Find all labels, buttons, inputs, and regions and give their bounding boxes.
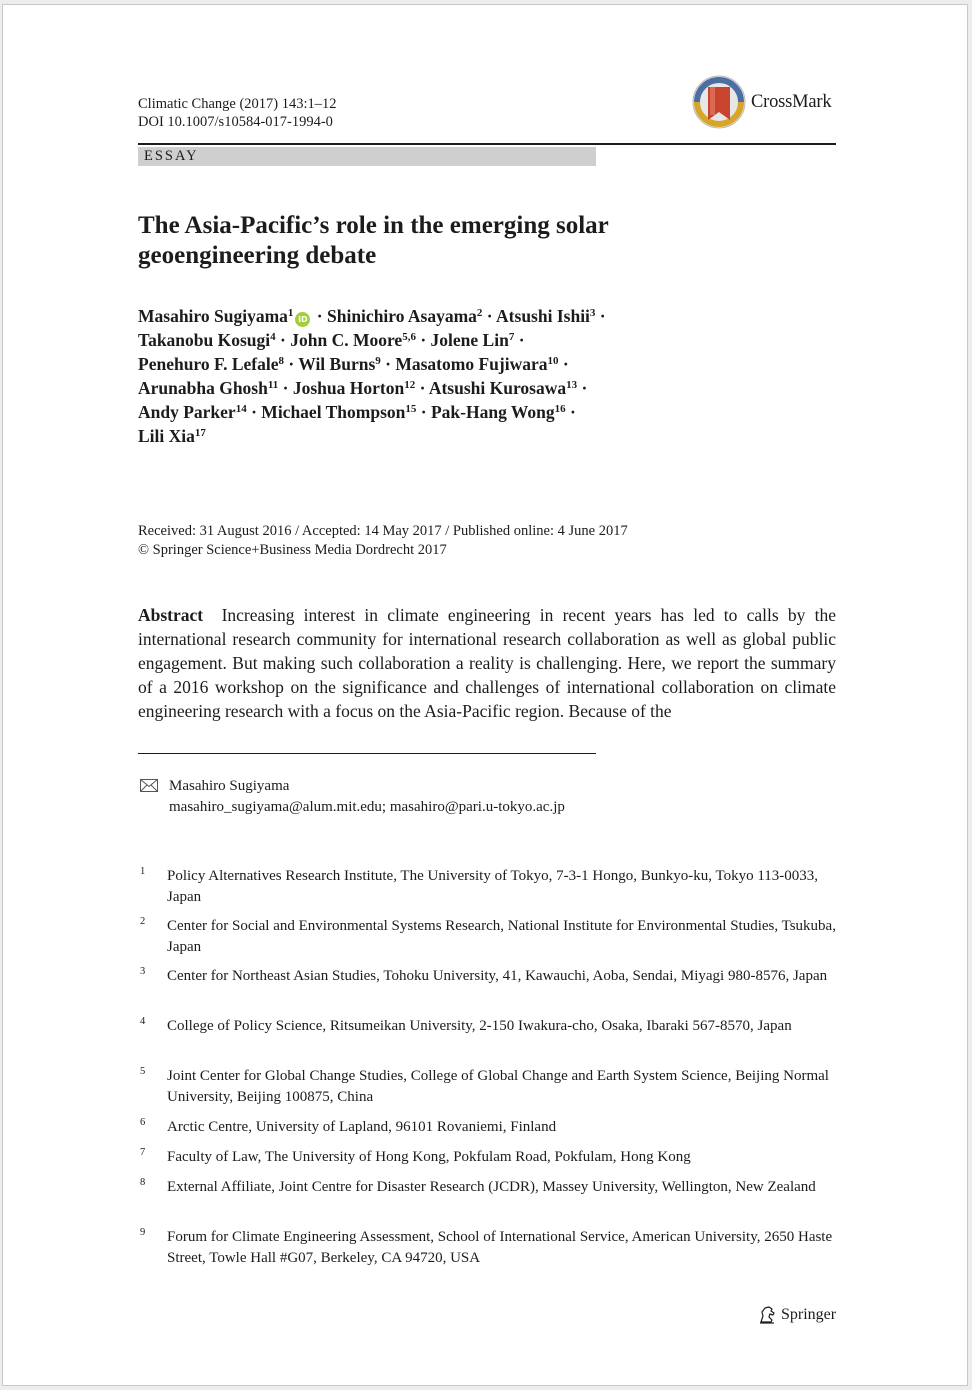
affiliation-number: 8 [140,1177,146,1188]
abstract [138,603,836,723]
title-line-1: The Asia-Pacific’s role in the emerging solar [138,212,609,239]
affiliation-number: 2 [140,916,146,927]
author-affil-ref: 3 [589,307,596,319]
corresponding-author: Masahiro Sugiyama [169,778,290,794]
journal-info [138,95,337,131]
envelope-icon [140,779,158,792]
author-affil-ref: 13 [566,379,578,391]
journal-doi[interactable]: DOI 10.1007/s10584-017-1994-0 [138,114,333,130]
affiliation-number: 9 [140,1227,146,1238]
affiliation-number: 5 [140,1066,146,1077]
abstract-label: Abstract [138,605,204,625]
author-affil-ref: 5,6 [402,331,416,343]
author-name[interactable]: Lili Xia [138,426,195,446]
author-name[interactable]: Shinichiro Asayama [327,306,477,326]
orcid-icon[interactable]: iD [295,312,310,327]
abstract-text: Increasing interest in climate engineering in recent years has led to calls by the international research community for international research collaboration as well as global public engagement. But making such collaboration a reality is challenging. Here, we report the summary of a 2016 workshop on the significance and challenges of international collaboration on climate engineering research with a focus on the Asia-Pacific region. Because of the [138,605,837,721]
author-affil-ref: 10 [547,355,559,367]
affiliation-text: Joint Center for Global Change Studies, College of Global Change and Earth System Science, Beijing Normal University, Beijing 100875, China [167,1068,829,1105]
journal-citation: Climatic Change (2017) 143:1–12 [138,96,337,112]
paper-title [138,211,758,271]
affiliation-number: 4 [140,1016,146,1027]
author-affil-ref: 16 [554,403,566,415]
author-affil-ref: 17 [194,427,206,439]
affiliation-text: Faculty of Law, The University of Hong Kong, Pokfulam Road, Pokfulam, Hong Kong [167,1149,691,1165]
author-name[interactable]: Joshua Horton [292,378,405,398]
author-name[interactable]: Masahiro Sugiyama [138,306,288,326]
footnote-rule [138,753,596,754]
author-name[interactable]: Andy Parker [138,402,236,422]
affiliation-text: Forum for Climate Engineering Assessment, School of International Service, American University, 2650 Haste Street, Towle Hall #G07, Berkeley, CA 94720, USA [167,1229,833,1266]
affiliation-text: Arctic Centre, University of Lapland, 96101 Rovaniemi, Finland [167,1119,557,1135]
author-affil-ref: 11 [267,379,279,391]
crossmark-logo-icon [691,74,747,130]
author-name[interactable]: Jolene Lin [430,330,509,350]
author-name[interactable]: Michael Thompson [261,402,406,422]
affiliation-text: College of Policy Science, Ritsumeikan University, 2-150 Iwakura-cho, Osaka, Ibaraki 567-8570, Japan [167,1018,792,1034]
affiliation-text: External Affiliate, Joint Centre for Disaster Research (JCDR), Massey University, Wellington, New Zealand [167,1179,816,1195]
author-affil-ref: 2 [476,307,483,319]
author-affil-ref: 14 [235,403,247,415]
author-affil-ref: 4 [270,331,276,343]
author-affil-ref: 8 [278,355,284,367]
author-name[interactable]: Atsushi Kurosawa [428,378,567,398]
history-dates: Received: 31 August 2016 / Accepted: 14 May 2017 / Published online: 4 June 2017 [138,523,628,539]
springer-horse-icon [758,1305,778,1325]
author-affil-ref: 15 [405,403,417,415]
affiliation-number: 1 [140,866,146,877]
affiliation-text: Center for Northeast Asian Studies, Tohoku University, 41, Kawauchi, Aoba, Sendai, Miyagi 980-8576, Japan [167,968,828,984]
correspondence [138,776,565,818]
author-list: Masahiro Sugiyama$^1$iD · Shinichiro Asayama$^2$ · Atsushi Ishii$^3$ · Takanobu Kosugi$^4$ · John C. Moore$^{5,6}$ · Jolene Lin$^7$ · Penehuro F. Lefale$^8$ · Wil Burns$^9$ · Masatomo Fujiwara$^{10}$ · Arunabha Ghosh$^{11}$ · Joshua Horton$^{12}$ · Atsushi Kurosawa$^{13}$ · Andy Parker$^{14}$ · Michael Thompson$^{15}$ · Pak-Hang Wong$^{16}$ · Lili Xia$^{17}$ [138,306,606,446]
affiliation-text: Policy Alternatives Research Institute, The University of Tokyo, 7-3-1 Hongo, Bunkyo-ku, Tokyo 113-0033, Japan [167,868,819,905]
author-affil-ref: 1 [287,307,294,319]
author-name[interactable]: Atsushi Ishii [496,306,590,326]
crossmark-label: CrossMark [751,91,832,112]
crossmark-badge[interactable] [691,74,831,130]
author-name[interactable]: Wil Burns [298,354,376,374]
affiliation-number: 6 [140,1117,146,1128]
affiliation-number: 7 [140,1147,146,1158]
publication-dates [138,522,628,560]
corresponding-email[interactable]: masahiro_sugiyama@alum.mit.edu; masahiro@pari.u-tokyo.ac.jp [169,799,565,815]
author-name[interactable]: Arunabha Ghosh [138,378,268,398]
author-name[interactable]: Takanobu Kosugi [138,330,271,350]
document-page [2,4,968,1386]
copyright-line: © Springer Science+Business Media Dordrecht 2017 [138,542,447,558]
author-name[interactable]: Masatomo Fujiwara [395,354,548,374]
affiliation-number: 3 [140,966,146,977]
section-label: ESSAY [138,147,596,166]
publisher-name: Springer [781,1306,837,1323]
author-name[interactable]: Pak-Hang Wong [430,402,555,422]
header-rule [138,143,836,145]
author-affil-ref: 9 [375,355,381,367]
title-line-2: geoengineering debate [138,242,377,269]
author-affil-ref: 12 [404,379,416,391]
author-affil-ref: 7 [508,331,515,343]
springer-logo [758,1305,836,1325]
author-name[interactable]: Penehuro F. Lefale [138,354,279,374]
author-name[interactable]: John C. Moore [290,330,403,350]
affiliation-text: Center for Social and Environmental Systems Research, National Institute for Environmental Studies, Tsukuba, Japan [167,918,836,955]
